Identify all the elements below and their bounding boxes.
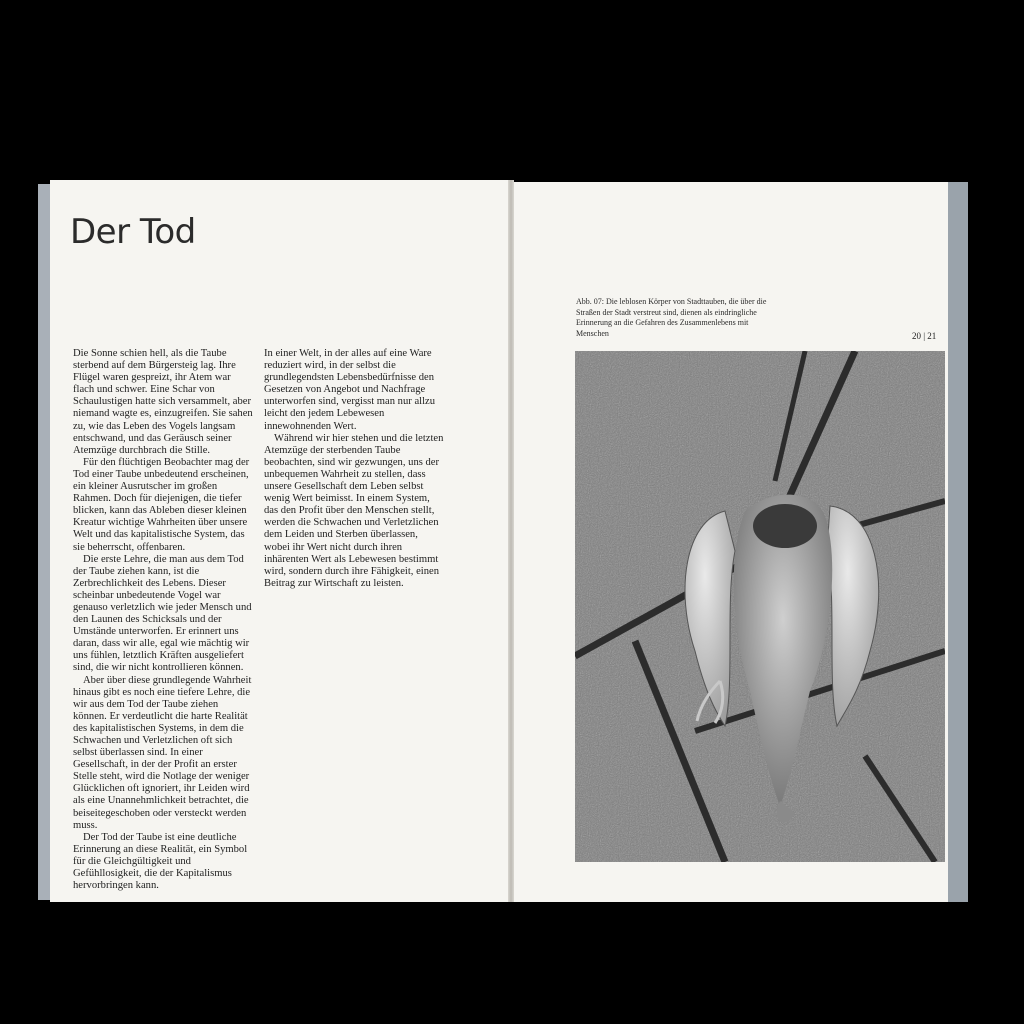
book-edge-right [946, 182, 968, 902]
paragraph: Für den flüchtigen Beobachter mag der Tod einer Taube unbedeutend erscheinen, ein kleiner Ausrutscher im großen Rahmen. Doch für diejenigen, die tiefer blicken, kann das Ableben dieser kleinen Kreatur wichtige Wahrheiten über unsere Welt und das kapitalistische System, das sie beherrscht, offenbaren. [73, 456, 250, 553]
paragraph: Der Tod der Taube ist eine deutliche Erinnerung an diese Realität, ein Symbol für die Gleichgültigkeit und Gefühllosigkeit, die der Kapitalismus hervorbringen kann. [73, 831, 248, 892]
paragraph: Die Sonne schien hell, als die Taube sterbend auf dem Bürgersteig lag. Ihre Flügel waren gespreizt, ihr Atem war flach und schwer. Eine Schar von Schaulustigen hatte sich versammelt, aber niemand wagte es, einzugreifen. Sie sahen zu, wie das Leben des Vogels langsam entschwand, und das Geräusch seiner Atemzüge durchbrach die Stille. [73, 348, 253, 456]
chapter-title: Der Tod [70, 212, 196, 252]
figure-caption: Abb. 07: Die leblosen Körper von Stadttauben, die über die Straßen der Stadt verstreut sind, dienen als eindringliche Erinnerung an die Gefahren des Zusammenlebens mit Menschen [576, 297, 767, 338]
text-column-1 [73, 348, 253, 892]
book-gutter [508, 180, 514, 902]
paragraph: Die erste Lehre, die man aus dem Tod der Taube ziehen kann, ist die Zerbrechlichkeit des Lebens. Dieser scheinbar unbedeutende Vogel war genauso verletzlich wie jeder Mensch und den Launen des Schicksals und der Umstände unterworfen. Er erinnert uns daran, dass wir alle, egal wie mächtig wir uns fühlen, letztlich Kräften ausgeliefert sind, die wir nicht kontrollieren können. [73, 553, 252, 674]
pigeon-photo [575, 351, 945, 862]
paragraph: Aber über diese grundlegende Wahrheit hinaus gibt es noch eine tiefere Lehre, die wir aus dem Tod der Taube ziehen können. Er verdeutlicht die harte Realität des kapitalistischen Systems, in dem die Schwachen und Verletzlichen oft sich selbst überlassen sind. In einer Gesellschaft, in der der Profit an erster Stelle steht, wird die Notlage der weniger Glücklichen oft ignoriert, ihr Leiden wird als eine Unannehmlichkeit betrachtet, die beiseitegeschoben oder versteckt werden muss. [73, 674, 252, 831]
paragraph: In einer Welt, in der alles auf eine Ware reduziert wird, in der selbst die grundlegendsten Lebensbedürfnisse den Gesetzen von Angebot und Nachfrage unterworfen sind, vergisst man nur allzu leicht den jedem Lebewesen innewohnenden Wert. [264, 348, 436, 432]
book-edge-left [38, 184, 50, 900]
page-numbers: 20 | 21 [912, 331, 937, 341]
text-column-2 [264, 348, 444, 590]
paragraph: Während wir hier stehen und die letzten Atemzüge der sterbenden Taube beobachten, sind wir gezwungen, uns der unbequemen Wahrheit zu stellen, dass unsere Gesellschaft dem Leben selbst wenig Wert beimisst. In einem System, das den Profit über den Menschen stellt, werden die Schwachen und Verletzlichen dem Leiden und Sterben überlassen, wobei ihr Wert nicht durch ihren inhärenten Wert als Lebewesen bestimmt wird, sondern durch ihre Fähigkeit, einen Beitrag zur Wirtschaft zu leisten. [264, 432, 444, 589]
